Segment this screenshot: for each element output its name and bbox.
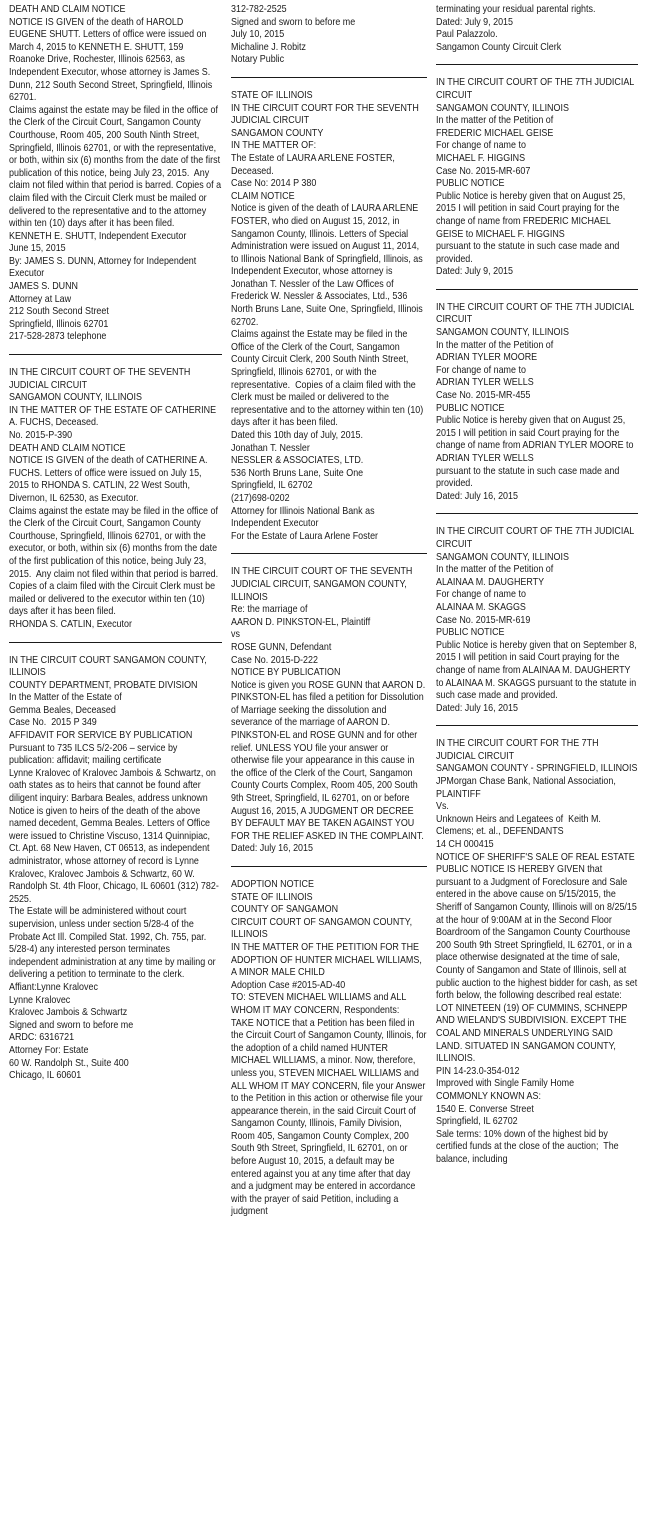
notice-line: RHONDA S. CATLIN, Executor (9, 618, 132, 630)
notice-line: SANGAMON COUNTY (231, 127, 324, 139)
notice-line: Affiant:Lynne Kralovec (9, 981, 98, 993)
notice-line: Dated: July 9, 2015 (436, 16, 514, 28)
notice-line: Adoption Case #2015-AD-40 (231, 979, 346, 991)
notice-line: Case No. 2015 P 349 (9, 717, 97, 729)
notice-line: Lynne Kralovec (9, 994, 71, 1006)
notice-line: SANGAMON COUNTY, ILLINOIS (436, 327, 569, 339)
notice-heading: STATE OF ILLINOIS (231, 89, 313, 101)
notice-line: ALAINAA M. DAUGHERTY (436, 576, 545, 588)
notice-divider (9, 642, 222, 643)
notice-line: Dated: July 9, 2015 (436, 266, 514, 278)
notice-line: Paul Palazzolo. (436, 29, 498, 41)
notice-line: IN THE MATTER OF THE PETITION FOR THE (231, 941, 420, 953)
notice-line: 536 North Bruns Lane, Suite One (231, 467, 364, 479)
notice-line: Jonathan T. Nessler (231, 442, 310, 454)
notice-divider (231, 77, 427, 78)
notice-line: TAKE NOTICE that a Petition has been filed in the Circuit Court of Sangamon County, Illinois, for the adoption of a child named HUNTER MICHAEL WILLIAMS, a minor. Now, therefore, unless you, STEVEN MICHAEL WILLIAMS and ALL WHOM IT MAY CONCERN, file your Answer to the Petition in this action or otherwise file your appearance therein, in the said Circuit Court of Sangamon County, Illinois, Family Division, Room 405, Sangamon County Complex, 200 South 9th Street, Springfield, IL 62701, on or before August 10, 2015, a default may be entered against you at any time after that day and a judgment may be entered in accordance with the prayer of said Petition, including a judgment (231, 1017, 430, 1218)
notice-line: Claims against the estate may be filed in the office of the Clerk of the Circuit Court, Sangamon County Courthouse, Springfield, Illinois 62701, or with the executor, or both, within six (6) months from the date of the first publication of this notice, being July 23, 2015. Any claim not filed within that period is barred. Copies of a claim filed with the Circuit Clerk must be mailed or delivered to the executor within ten (10) days after it has been filed. (9, 505, 221, 618)
notice-heading: ADOPTION NOTICE (231, 879, 314, 890)
notice-line: For change of name to (436, 589, 526, 601)
notice-line: 14 CH 000415 (436, 839, 494, 851)
notice-line: NOTICE IS GIVEN of the death of HAROLD EUGENE SHUTT. Letters of office were issued on March 4, 2015 to KENNETH E. SHUTT, 159 Roanoke Drive, Rochester, Illinois 62563, as Independent Executor, whose attorney is James S. Dunn, 212 South Second Street, Springfield, Illinois 62701. (9, 16, 215, 104)
notice-line: KENNETH E. SHUTT, Independent Executor (9, 230, 187, 242)
notice-line: For change of name to (436, 140, 526, 152)
notice-line: Gemma Beales, Deceased (9, 704, 116, 716)
notice-line: Attorney at Law (9, 293, 72, 305)
notice-line: Public Notice is hereby given that on September 8, 2015 I will petition in said Court praying for the change of name from ALAINAA M. DAUGHERTY to ALAINAA M. SKAGGS pursuant to the statute in such case made and provided. (436, 639, 640, 702)
notice-line: NOTICE BY PUBLICATION (231, 667, 341, 679)
notice-line: Springfield, IL 62702 (436, 1116, 518, 1128)
notice-line: JAMES S. DUNN (9, 281, 79, 293)
column-3 (436, 4, 638, 1524)
notice-line: Case No. 2015-MR-607 (436, 165, 531, 177)
notice-line: IN THE MATTER OF THE ESTATE OF CATHERINE A. FUCHS, Deceased. (9, 404, 219, 429)
notice-line: 60 W. Randolph St., Suite 400 (9, 1057, 129, 1069)
notice-line: Sangamon County Circuit Clerk (436, 41, 562, 53)
notice-heading: IN THE CIRCUIT COURT OF THE SEVENTH JUDICIAL CIRCUIT, SANGAMON COUNTY, ILLINOIS (231, 566, 415, 603)
notice-line: Chicago, IL 60601 (9, 1070, 82, 1082)
notice-line: Attorney For: Estate (9, 1044, 89, 1056)
notice-heading: IN THE CIRCUIT COURT OF THE 7TH JUDICIAL CIRCUIT (436, 301, 637, 326)
notice-heading: DEATH AND CLAIM NOTICE (9, 4, 126, 15)
notice-line: IN THE CIRCUIT COURT FOR THE SEVENTH JUDICIAL CIRCUIT (231, 102, 422, 127)
notice-line: ROSE GUNN, Defendant (231, 641, 332, 653)
notice-line: Signed and sworn to before me (231, 16, 356, 28)
notice-line: The Estate will be administered without court supervision, unless under section 5/28-4 of the Probate Act Ill. Compiled Stat. 1992, Ch. 755, par. 5/28-4) any interested person terminates independent administration at any time by mailing or delivering a petition to terminate to the clerk. (9, 906, 219, 981)
notice-line: Re: the marriage of (231, 604, 308, 616)
legal-notice (231, 90, 427, 543)
legal-notice (436, 526, 638, 715)
notice-line: 212 South Second Street (9, 306, 109, 318)
notice-line: CLAIM NOTICE (231, 190, 295, 202)
notice-line: COUNTY OF SANGAMON (231, 904, 339, 916)
notice-line: Notice is given to heirs of the death of the above named decedent, Gemma Beales. Letters of Office were issued to Christine Viscuso, 1314 Quinnipiac, Ct. Apt. 68 New Haven, CT 06513, as independent administrator, whose attorney of record is Lynne Kralovec, Kralovec Jambois & Schwartz, 60 W. Randolph St. 4th Floor, Chicago, IL 60601 (312) 782-2525. (9, 805, 219, 905)
column-2 (231, 4, 430, 1524)
notice-line: pursuant to the statute in such case made and provided. (436, 241, 622, 265)
notice-line: For change of name to (436, 364, 526, 376)
notice-line: Dated this 10th day of July, 2015. (231, 430, 363, 441)
notice-line: FREDERIC MICHAEL GEISE (436, 127, 554, 139)
notice-line: Dated: July 16, 2015 (436, 490, 518, 502)
notice-divider (436, 64, 638, 65)
notice-line: No. 2015-P-390 (9, 430, 73, 441)
notice-line: Pursuant to 735 ILCS 5/2-206 – service by publication: affidavit; mailing certificate (9, 742, 180, 767)
notice-line: (217)698-0202 (231, 492, 290, 504)
notice-heading: IN THE CIRCUIT COURT OF THE SEVENTH JUDICIAL CIRCUIT (9, 367, 193, 391)
notice-line: TO: STEVEN MICHAEL WILLIAMS and ALL WHOM IT MAY CONCERN, Respondents: (231, 992, 409, 1016)
notice-line: Springfield, IL 62702 (231, 480, 313, 492)
notice-divider (231, 866, 427, 867)
notice-divider (436, 289, 638, 290)
notice-line: SANGAMON COUNTY - SPRINGFIELD, ILLINOIS (436, 763, 638, 775)
notice-line: Vs. (436, 801, 449, 813)
notice-divider (436, 513, 638, 514)
notice-line: Attorney for Illinois National Bank as Independent Executor (231, 505, 378, 530)
notice-line: SANGAMON COUNTY, ILLINOIS (9, 392, 142, 404)
notice-line: 217-528-2873 telephone (9, 331, 107, 343)
notice-line: NOTICE IS GIVEN of the death of CATHERINE A. FUCHS. Letters of office were issued on July 15, 2015 to RHONDA S. CATLIN, 22 West South, Divernon, IL 62530, as Executor. (9, 455, 210, 504)
notice-line: PUBLIC NOTICE (436, 178, 505, 190)
notice-line: By: JAMES S. DUNN, Attorney for Independent Executor (9, 255, 199, 280)
notice-line: NESSLER & ASSOCIATES, LTD. (231, 455, 364, 467)
legal-notice (436, 4, 638, 54)
notice-line: AFFIDAVIT FOR SERVICE BY PUBLICATION (9, 730, 193, 742)
notice-heading: IN THE CIRCUIT COURT SANGAMON COUNTY, ILLINOIS (9, 654, 210, 679)
notice-line: PUBLIC NOTICE IS HEREBY GIVEN that pursuant to a Judgment of Foreclosure and Sale entered in the above cause on 5/15/2015, the Sheriff of Sangamon County, Illinois will on 8/25/15 at the hour of 9:00AM at in the Second Floor Boardroom of the Sangamon County Courthouse 200 South 9th Street Springfield, IL 62701, or in a place otherwise designated at the time of sale, County of Sangamon and State of Illinois, sell at public auction to the highest bidder for cash, as set forth below, the following described real estate: (436, 864, 640, 1002)
notice-line: The Estate of LAURA ARLENE FOSTER, Deceased. (231, 152, 398, 177)
notice-heading: terminating your residual parental rights. (436, 4, 596, 15)
notice-line: Improved with Single Family Home (436, 1078, 575, 1090)
notice-line: Kralovec Jambois & Schwartz (9, 1007, 128, 1019)
notice-line: Springfield, Illinois 62701 (9, 318, 109, 330)
notice-line: Dated: July 16, 2015 (436, 702, 518, 714)
notice-line: June 15, 2015 (9, 243, 66, 255)
notice-line: vs (231, 629, 240, 641)
legal-notice (436, 738, 638, 1166)
notice-line: In the matter of the Petition of (436, 564, 554, 576)
notice-line: NOTICE OF SHERIFF'S SALE OF REAL ESTATE (436, 851, 635, 863)
notice-line: Case No. 2015-MR-619 (436, 614, 531, 626)
notice-line: In the matter of the Petition of (436, 115, 554, 127)
notice-line: Claims against the Estate may be filed in the Office of the Clerk of the Court, Sangamon County Circuit Clerk, 200 South Ninth Street, Springfield, Illinois 62701, or with the representative. Copies of a claim filed with the Clerk must be mailed or delivered to the representative and to the attorney within ten (10) days after it has been filed. (231, 329, 426, 429)
notice-line: DEATH AND CLAIM NOTICE (9, 442, 126, 454)
notice-line: ALAINAA M. SKAGGS (436, 601, 526, 613)
notice-line: PUBLIC NOTICE (436, 402, 505, 414)
notice-heading: IN THE CIRCUIT COURT OF THE 7TH JUDICIAL CIRCUIT (436, 526, 637, 550)
notice-line: Dated: July 16, 2015 (231, 843, 313, 855)
notice-line: COUNTY DEPARTMENT, PROBATE DIVISION (9, 679, 198, 691)
notice-line: July 10, 2015 (231, 29, 285, 41)
notice-line: PUBLIC NOTICE (436, 627, 505, 639)
legal-notice (9, 367, 221, 631)
notice-line: Case No. 2015-MR-455 (436, 390, 531, 402)
notice-line: 1540 E. Converse Street (436, 1103, 534, 1115)
notice-line: IN THE MATTER OF: (231, 140, 317, 152)
notice-line: Unknown Heirs and Legatees of Keith M. Clemens; et. al., DEFENDANTS (436, 813, 604, 838)
notice-line: Public Notice is hereby given that on August 25, 2015 I will petition in said Court praying for the change of name from ADRIAN TYLER MOORE to ADRIAN TYLER WELLS (436, 415, 636, 464)
notice-divider (436, 725, 638, 726)
legal-notice (436, 302, 638, 504)
notice-line: PIN 14-23.0-354-012 (436, 1065, 520, 1077)
notice-line: JPMorgan Chase Bank, National Association, PLAINTIFF (436, 776, 619, 800)
notice-heading: IN THE CIRCUIT COURT OF THE 7TH JUDICIAL CIRCUIT (436, 77, 637, 101)
notice-line: In the matter of the Petition of (436, 339, 554, 351)
legal-notice (9, 655, 221, 1083)
notice-line: ADRIAN TYLER MOORE (436, 352, 538, 364)
notice-line: Notice is given of the death of LAURA ARLENE FOSTER, who died on August 15, 2012, in Sangamon County, Illinois. Letters of Special Administration were issued on August 11, 2014, to Illinois National Bank of Springfield, Illinois, as Independent Executor, whose attorney is Jonathan T. Nessler of the Law Offices of Frederick W. Nessler & Associates, Ltd., 536 North Bruns Lane, Suite One, Springfield, Illinois 62702. (231, 203, 426, 328)
legal-notice (9, 4, 224, 344)
legal-notice (231, 4, 427, 67)
notice-line: CIRCUIT COURT OF SANGAMON COUNTY, ILLINOIS (231, 916, 415, 941)
notice-line: Michaline J. Robitz (231, 41, 306, 53)
notice-line: MICHAEL F. HIGGINS (436, 152, 526, 164)
notice-line: For the Estate of Laura Arlene Foster (231, 530, 379, 542)
notice-line: Case No: 2014 P 380 (231, 178, 317, 190)
notice-line: ADRIAN TYLER WELLS (436, 377, 534, 389)
notice-line: SANGAMON COUNTY, ILLINOIS (436, 551, 569, 563)
notice-divider (9, 354, 222, 355)
notice-line: STATE OF ILLINOIS (231, 891, 313, 903)
notice-heading: IN THE CIRCUIT COURT FOR THE 7TH JUDICIAL CIRCUIT (436, 738, 602, 762)
legal-notice (436, 77, 638, 279)
notice-line: Claims against the estate may be filed in the office of the Clerk of the Circuit Court, Sangamon County Courthouse, Room 405, 200 South Ninth Street, Springfield, Illinois 62701, or with the representative, or both, within six (6) months from the date of the first publication of this notice, being July 23, 2015. Any claim not filed within that period is barred. Copies of a claim filed with the Circuit Clerk must be mailed or delivered to the representative and to the attorney within ten (10) days after it has been filed. (9, 104, 224, 230)
notice-line: ARDC: 6316721 (9, 1032, 75, 1044)
notice-line: LOT NINETEEN (19) OF CUMMINS, SCHNEPP AND WIELAND'S SUBDIVISION. EXCEPT THE COAL AND MINERALS UNDERLYING SAID LAND. SITUATED IN SANGAMON COUNTY, ILLINOIS. (436, 1002, 630, 1065)
notice-line: Lynne Kralovec of Kralovec Jambois & Schwartz, on oath states as to heirs that cannot be found after diligent inquiry: Barbara Beales, address unknown (9, 767, 219, 805)
notice-line: pursuant to the statute in such case made and provided. (436, 465, 622, 490)
legal-notice (231, 566, 427, 856)
notice-line: Signed and sworn to before me (9, 1019, 134, 1031)
notice-line: Sale terms: 10% down of the highest bid by certified funds at the close of the auction; The balance, including (436, 1128, 622, 1165)
notice-line: ADOPTION OF HUNTER MICHAEL WILLIAMS, A MINOR MALE CHILD (231, 954, 424, 979)
legal-notice (231, 879, 430, 1219)
notice-divider (231, 553, 427, 554)
column-1 (9, 4, 222, 1524)
notice-line: Notice is given you ROSE GUNN that AARON D. PINKSTON-EL has filed a petition for Dissolution of Marriage seeking the dissolution and severance of the marriage of AARON D. PINKSTON-EL and ROSE GUNN and for other relief. UNLESS YOU file your answer or otherwise file your appearance in this cause in the office of the Clerk of the Court, Sangamon County Courts Complex, Room 405, 200 South 9th Street, Springfield, IL 62701, on or before August 16, 2015, A JUDGMENT OR DECREE BY DEFAULT MAY BE TAKEN AGAINST YOU FOR THE RELIEF ASKED IN THE COMPLAINT. (231, 679, 428, 842)
notice-line: SANGAMON COUNTY, ILLINOIS (436, 102, 569, 114)
notice-line: In the Matter of the Estate of (9, 692, 122, 704)
notice-line: AARON D. PINKSTON-EL, Plaintiff (231, 616, 371, 628)
notice-line: Notary Public (231, 54, 285, 66)
notice-line: Case No. 2015-D-222 (231, 654, 318, 666)
notice-line: Public Notice is hereby given that on August 25, 2015 I will petition in said Court praying for the change of name from FREDERIC MICHAEL GEISE to MICHAEL F. HIGGINS (436, 190, 628, 240)
notice-line: COMMONLY KNOWN AS: (436, 1090, 541, 1102)
notice-heading: 312-782-2525 (231, 4, 287, 15)
